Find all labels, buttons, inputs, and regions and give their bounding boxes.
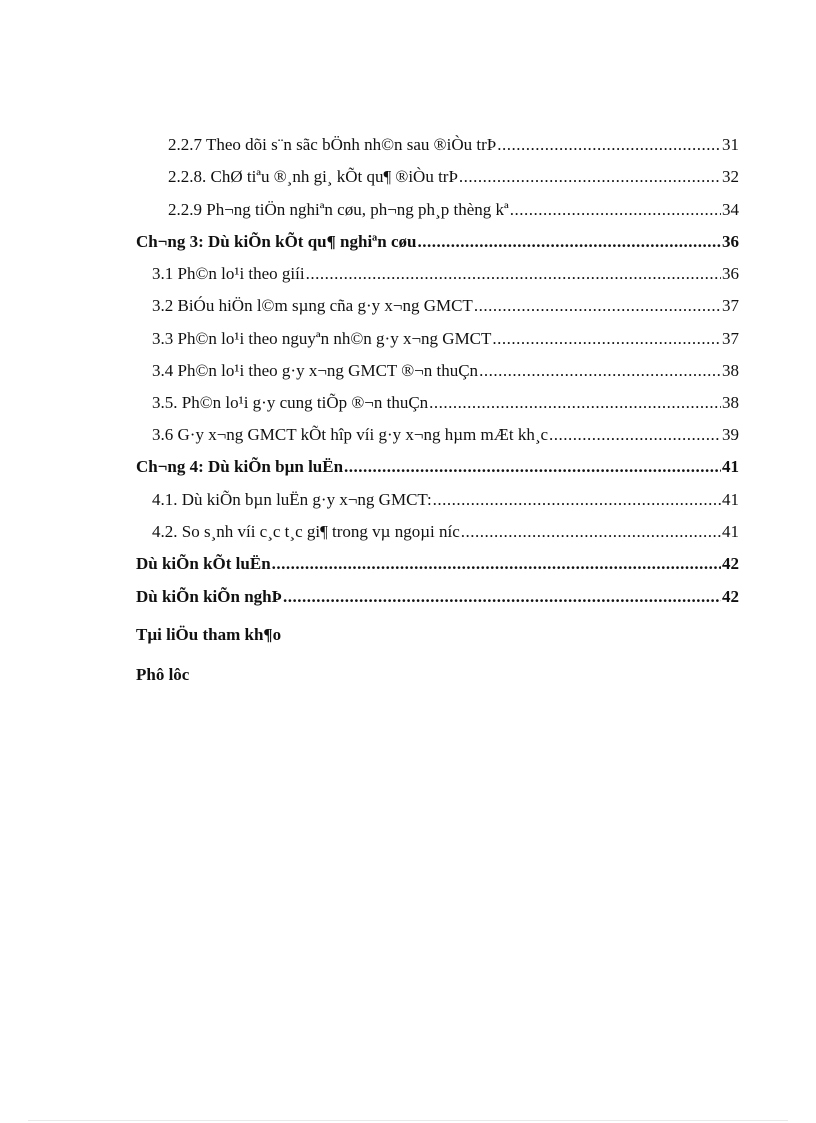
dot-leader <box>429 392 721 414</box>
toc-entry-3-6[interactable] <box>152 424 739 446</box>
toc-entry-label: Ch¬ng 3: Dù kiÕn kÕt qu¶ nghiªn cøu <box>136 232 417 251</box>
toc-entry-recommendation[interactable] <box>136 586 739 608</box>
toc-entry-page: 36 <box>722 232 739 251</box>
toc-references[interactable]: Tµi liÖu tham kh¶o <box>136 625 282 644</box>
toc-entry-page: 38 <box>722 361 739 380</box>
toc-entry-page: 38 <box>722 393 739 412</box>
dot-leader <box>344 456 721 478</box>
toc-entry-4-1[interactable] <box>152 489 739 511</box>
toc-entry-page: 42 <box>722 554 739 573</box>
dot-leader <box>272 553 721 575</box>
toc-entry-label: 2.2.8. ChØ tiªu ®¸nh gi¸ kÕt qu¶ ®iÒu trÞ <box>168 167 458 186</box>
toc-entry-label: 3.5. Ph©n lo¹i g·y cung tiÕp ®¬n thuÇn <box>152 393 429 412</box>
toc-entry-2-2-9[interactable] <box>168 199 739 221</box>
toc-entry-page: 41 <box>722 490 739 509</box>
toc-entry-3-2[interactable] <box>152 295 739 317</box>
dot-leader <box>283 586 721 608</box>
toc-entry-page: 41 <box>722 522 739 541</box>
toc-entry-page: 39 <box>722 425 739 444</box>
dot-leader <box>417 231 721 253</box>
dot-leader <box>497 134 721 156</box>
toc-entry-label: Dù kiÕn kiÕn nghÞ <box>136 587 282 606</box>
toc-entry-4-2[interactable] <box>152 521 739 543</box>
dot-leader <box>433 489 721 511</box>
toc-entry-label: 2.2.7 Theo dõi s¨n sãc bÖnh nh©n sau ®iÒu trÞ <box>168 135 497 154</box>
toc-entry-label: 4.2. So s¸nh víi c¸c t¸c gi¶ trong vµ ngoµi níc <box>152 522 460 541</box>
toc-entry-label: 3.1 Ph©n lo¹i theo giíi <box>152 264 305 283</box>
toc-entry-conclusion[interactable] <box>136 553 739 575</box>
toc-entry-page: 37 <box>722 296 739 315</box>
toc-entry-label: 3.3 Ph©n lo¹i theo nguyªn nh©n g·y x¬ng GMCT <box>152 329 492 348</box>
toc-entry-2-2-8[interactable] <box>168 166 739 188</box>
toc-entry-page: 36 <box>722 264 739 283</box>
dot-leader <box>549 424 721 446</box>
dot-leader <box>479 360 721 382</box>
toc-entry-chapter-4[interactable] <box>136 456 739 478</box>
toc-entry-label: Ch¬ng 4: Dù kiÕn bµn luËn <box>136 457 344 476</box>
toc-entry-page: 41 <box>722 457 739 476</box>
toc-entry-3-5[interactable] <box>152 392 739 414</box>
toc-entry-label: 3.4 Ph©n lo¹i theo g·y x¬ng GMCT ®¬n thuÇn <box>152 361 479 380</box>
dot-leader <box>474 295 721 317</box>
toc-entry-2-2-7[interactable] <box>168 134 739 156</box>
dot-leader <box>492 328 721 350</box>
toc-entry-label: 3.6 G·y x¬ng GMCT kÕt hîp víi g·y x¬ng hµm mÆt kh¸c <box>152 425 549 444</box>
toc-entry-3-3[interactable] <box>152 328 739 350</box>
toc-entry-page: 42 <box>722 587 739 606</box>
toc-entry-3-1[interactable] <box>152 263 739 285</box>
toc-entry-page: 32 <box>722 167 739 186</box>
toc-entry-label: 4.1. Dù kiÕn bµn luËn g·y x¬ng GMCT: <box>152 490 432 509</box>
toc-entry-page: 31 <box>722 135 739 154</box>
dot-leader <box>459 166 721 188</box>
toc-appendix[interactable]: Phô lôc <box>136 665 190 684</box>
dot-leader <box>461 521 721 543</box>
toc-entry-3-4[interactable] <box>152 360 739 382</box>
toc-entry-label: Dù kiÕn kÕt luËn <box>136 554 271 573</box>
dot-leader <box>510 199 721 221</box>
toc-entry-label: 3.2 BiÓu hiÖn l©m sµng cña g·y x¬ng GMCT <box>152 296 473 315</box>
toc-entry-page: 37 <box>722 329 739 348</box>
toc-entry-chapter-3[interactable] <box>136 231 739 253</box>
dot-leader <box>306 263 721 285</box>
toc-entry-label: 2.2.9 Ph¬ng tiÖn nghiªn cøu, ph¬ng ph¸p thèng kª <box>168 200 509 219</box>
page-bottom-divider <box>28 1120 788 1121</box>
toc-entry-page: 34 <box>722 200 739 219</box>
